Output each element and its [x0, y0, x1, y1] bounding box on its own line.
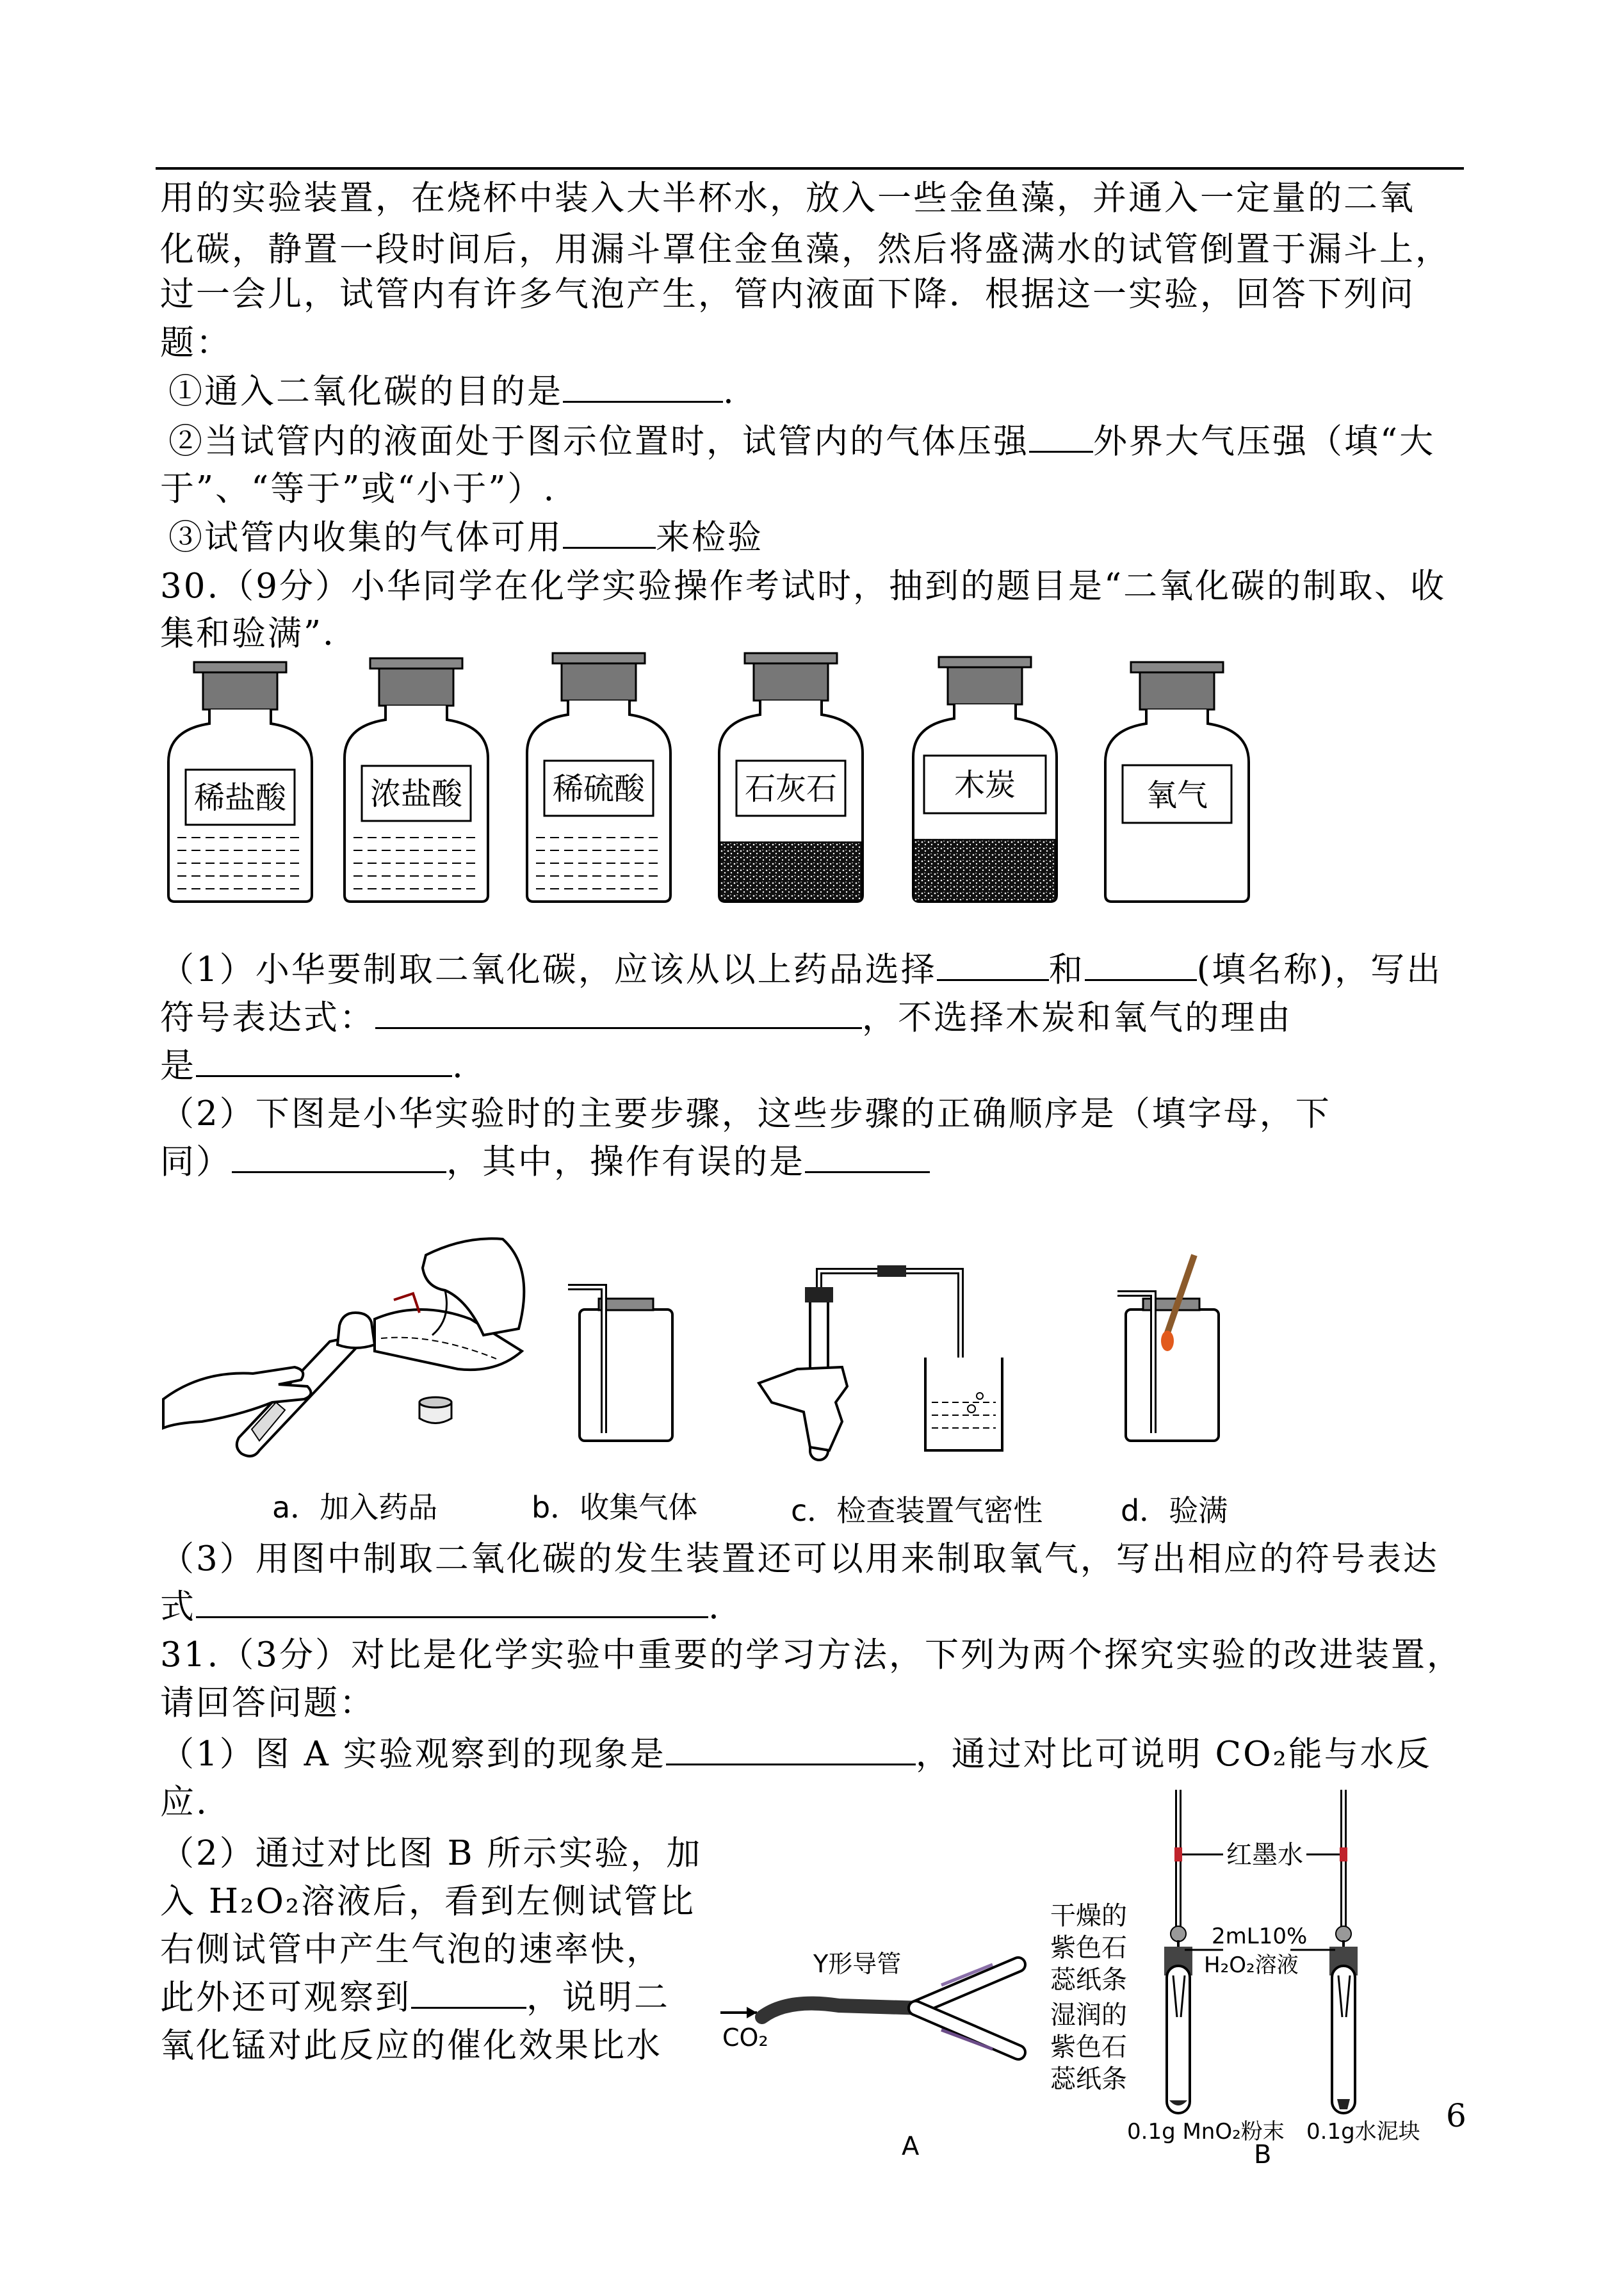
question-text: 同）: [160, 1142, 232, 1181]
question-text: .: [708, 1587, 721, 1626]
answer-blank[interactable]: [1085, 945, 1197, 981]
question-text: ，通过对比可说明 CO₂能与水反: [915, 1735, 1432, 1774]
answer-blank[interactable]: [411, 1972, 526, 2009]
question-text: 式: [160, 1587, 196, 1626]
answer-blank[interactable]: [196, 1582, 708, 1618]
answer-blank[interactable]: [1029, 416, 1093, 453]
solution-label: 2mL10%: [1212, 1924, 1308, 1949]
step-caption: a．加入药品: [272, 1490, 438, 1525]
bottle-label: 稀硫酸: [552, 771, 646, 807]
sub-question-2: （2）下图是小华实验时的主要步骤，这些步骤的正确顺序是（填字母，下: [160, 1094, 1331, 1133]
step-caption: b．收集气体: [532, 1490, 698, 1525]
question-text: 是: [160, 1046, 196, 1085]
text-line: 化碳，静置一段时间后，用漏斗罩住金鱼藻，然后将盛满水的试管倒置于漏斗上，: [160, 230, 1451, 269]
answer-blank[interactable]: [937, 945, 1049, 981]
question-3: [168, 512, 763, 564]
answer-blank[interactable]: [375, 993, 862, 1029]
question-text: 外界大气压强（填“大: [1093, 422, 1436, 461]
ink-label: 红墨水: [1226, 1840, 1303, 1870]
bottle: [1105, 662, 1249, 902]
sub-question-31-1: [160, 1729, 1432, 1780]
question-1: [168, 366, 736, 418]
sub-question-1-line-2: [160, 993, 1292, 1044]
question-text: ，说明二: [526, 1978, 670, 2017]
text-line: 应.: [160, 1783, 209, 1822]
steps-figure: [163, 1191, 1284, 1537]
text-line: 过一会儿，试管内有许多气泡产生，管内液面下降．根据这一实验，回答下列问: [160, 275, 1415, 314]
wet-strip-label: 紫色石: [1050, 2032, 1127, 2062]
text-line: 题：: [160, 323, 232, 362]
top-rule: [156, 167, 1464, 170]
question-text: （1）小华要制取二氧化碳，应该从以上药品选择: [160, 950, 937, 989]
left-tube-label: 0.1g MnO₂粉末: [1127, 2119, 1285, 2145]
answer-blank[interactable]: [563, 512, 656, 549]
bottle: [527, 653, 670, 902]
sub-question-3-line-2: [160, 1582, 721, 1633]
page-number: 6: [1446, 2097, 1466, 2134]
figure-caption: A: [902, 2132, 920, 2161]
answer-blank[interactable]: [232, 1137, 446, 1173]
question-text: 和: [1048, 950, 1085, 989]
step-caption: c．检查装置气密性: [791, 1493, 1043, 1528]
figure-b: [1127, 1787, 1460, 2169]
bottle: [168, 662, 312, 902]
dry-strip-label: 干燥的: [1050, 1901, 1127, 1931]
y-tube-label: Y形导管: [813, 1950, 902, 1978]
step-a-illustration: [163, 1238, 524, 1456]
sub-question-31-2-blank-line: [160, 1972, 670, 2023]
gas-label: CO₂: [722, 2023, 768, 2052]
text-line: （2）通过对比图 B 所示实验，加: [160, 1834, 702, 1873]
solution-label: H₂O₂溶液: [1204, 1952, 1299, 1978]
sub-question-3: （3）用图中制取二氧化碳的发生装置还可以用来制取氧气，写出相应的符号表达: [160, 1539, 1439, 1578]
text-line: 集和验满”．: [160, 614, 359, 653]
question-text: 此外还可观察到: [160, 1978, 411, 2017]
reagent-bottles-figure: [154, 660, 1281, 916]
text-line: 于”、“等于”或“小于”）.: [160, 469, 556, 508]
bottle: [345, 658, 488, 902]
right-tube-label: 0.1g水泥块: [1306, 2119, 1420, 2145]
question-30-title: 30.（9分）小华同学在化学实验操作考试时，抽到的题目是“二氧化碳的制取、收: [160, 567, 1447, 606]
question-text: 符号表达式：: [160, 998, 375, 1037]
wet-strip-label: 湿润的: [1050, 2000, 1127, 2030]
figure-a: [711, 1895, 1127, 2164]
dry-strip-label: 紫色石: [1050, 1933, 1127, 1963]
wet-strip-label: 蕊纸条: [1050, 2064, 1127, 2094]
figure-caption: B: [1254, 2140, 1272, 2169]
step-c-illustration: [759, 1265, 1002, 1460]
step-b-illustration: [568, 1287, 672, 1441]
text-line: 右侧试管中产生气泡的速率快，: [160, 1930, 662, 1969]
question-2: [168, 416, 1435, 467]
question-31-title: 31.（3分）对比是化学实验中重要的学习方法，下列为两个探究实验的改进装置，: [160, 1635, 1463, 1675]
bottle-label: 浓盐酸: [369, 776, 463, 812]
dry-strip-label: 蕊纸条: [1050, 1965, 1127, 1995]
question-text: ，不选择木炭和氧气的理由: [862, 998, 1292, 1037]
sub-question-1: [160, 945, 1442, 996]
bottle-label: 氧气: [1146, 777, 1208, 813]
text-line: 入 H₂O₂溶液后，看到左侧试管比: [160, 1882, 696, 1921]
answer-blank[interactable]: [196, 1041, 452, 1077]
answer-blank[interactable]: [805, 1137, 930, 1173]
sub-question-1-line-3: [160, 1041, 465, 1092]
bottle-label: 木炭: [954, 767, 1016, 803]
bottle: [913, 657, 1057, 902]
question-text: 来检验: [656, 518, 763, 557]
text-line: 请回答问题：: [160, 1683, 375, 1723]
answer-blank[interactable]: [563, 366, 723, 403]
question-text: （1）图 A 实验观察到的现象是: [160, 1735, 666, 1774]
question-text: ，其中，操作有误的是: [446, 1142, 805, 1181]
sub-question-2-line-2: [160, 1137, 930, 1188]
right-tube: [1329, 1790, 1358, 2113]
question-text: ②当试管内的液面处于图示位置时，试管内的气体压强: [168, 422, 1029, 461]
question-text: .: [452, 1046, 465, 1085]
text-line: 用的实验装置，在烧杯中装入大半杯水，放入一些金鱼藻，并通入一定量的二氧: [160, 179, 1415, 218]
bottle-label: 石灰石: [744, 771, 838, 807]
bottle-label: 稀盐酸: [193, 780, 287, 816]
answer-blank[interactable]: [666, 1729, 916, 1765]
question-text: .: [723, 372, 736, 411]
step-caption: d．验满: [1121, 1493, 1228, 1528]
text-line: 氧化锰对此反应的催化效果比水: [160, 2026, 662, 2065]
left-tube: [1164, 1790, 1192, 2113]
step-d-illustration: [1117, 1255, 1219, 1441]
question-text: ①通入二氧化碳的目的是: [168, 372, 563, 411]
bottle: [719, 653, 863, 902]
question-text: ③试管内收集的气体可用: [168, 518, 563, 557]
question-text: (填名称)，写出: [1196, 950, 1443, 989]
